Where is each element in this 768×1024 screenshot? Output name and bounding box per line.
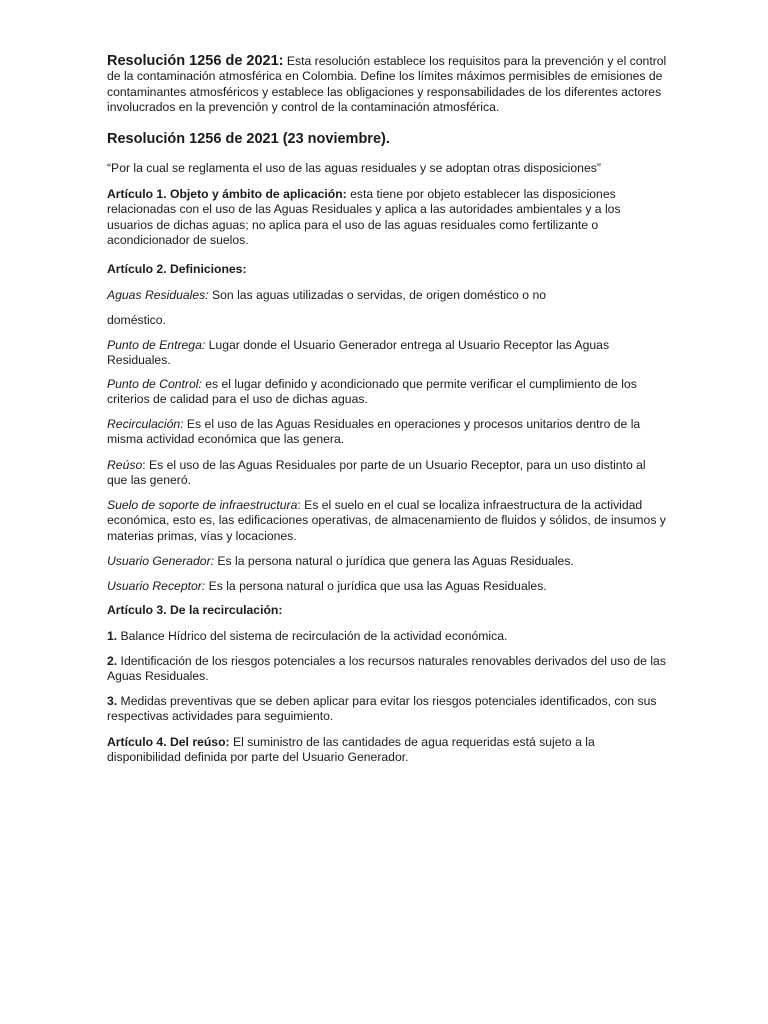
definition-text: Es la persona natural o jurídica que genera las Aguas Residuales. <box>214 554 574 568</box>
intro-paragraph <box>107 54 667 116</box>
definition-recirculacion <box>107 417 667 448</box>
article-4-text: El suministro de las cantidades de agua requeridas está sujeto a la disponibilidad definida por parte del Usuario Generador. <box>107 735 595 765</box>
definition-usuario-receptor <box>107 579 667 594</box>
definition-usuario-generador <box>107 554 667 569</box>
article-4 <box>107 735 667 766</box>
definition-term: Aguas Residuales: <box>107 288 209 302</box>
article-4-label: Artículo 4. Del reúso: <box>107 735 230 749</box>
definition-continuation <box>107 313 667 328</box>
list-item-3 <box>107 694 667 725</box>
list-item-number: 2. <box>107 654 118 668</box>
list-item-text: Identificación de los riesgos potenciales a los recursos naturales renovables derivados del uso de las Aguas Residuales. <box>107 654 666 684</box>
article-1-label: Artículo 1. Objeto y ámbito de aplicación: <box>107 187 347 201</box>
list-item-1 <box>107 629 667 644</box>
definition-text: Es la persona natural o jurídica que usa las Aguas Residuales. <box>205 579 547 593</box>
definition-term: Recirculación: <box>107 417 184 431</box>
definition-text: Es el uso de las Aguas Residuales en operaciones y procesos unitarios dentro de la misma actividad económica que las genera. <box>107 417 641 447</box>
definition-reuso <box>107 458 667 489</box>
list-item-text: Medidas preventivas que se deben aplicar para evitar los riesgos potenciales identificados, con sus respectivas actividades para seguimiento. <box>107 694 657 724</box>
definition-term: Punto de Control: <box>107 377 202 391</box>
definition-suelo-soporte <box>107 498 667 544</box>
definition-punto-control <box>107 377 667 408</box>
definition-text: doméstico. <box>107 313 166 327</box>
definition-term: Punto de Entrega: <box>107 338 206 352</box>
intro-text: Esta resolución establece los requisitos para la prevención y el control de la contaminación atmosférica en Colombia. Define los límites máximos permisibles de emisiones de contaminantes atmosféricos y establece las obligaciones y responsabilidades de los diferentes actores involucrados en la prevención y control de la contaminación atmosférica. <box>107 54 667 115</box>
definition-text: Son las aguas utilizadas o servidas, de origen doméstico o no <box>208 288 547 302</box>
definition-term: Usuario Generador: <box>107 554 215 568</box>
definition-term: Suelo de soporte de infraestructura <box>107 498 298 512</box>
article-1 <box>107 187 667 249</box>
list-item-2 <box>107 654 667 685</box>
article-1-text: esta tiene por objeto establecer las disposiciones relacionadas con el uso de las Aguas Residuales y aplica a las autoridades ambientales y a los usuarios de dichas aguas; no aplica para el uso de las aguas residuales como fertilizante o acondicionador de suelos. <box>107 187 621 248</box>
list-item-number: 3. <box>107 694 118 708</box>
definition-aguas-residuales <box>107 288 667 303</box>
definition-text: es el lugar definido y acondicionado que permite verificar el cumplimiento de los criterios de calidad para el uso de dichas aguas. <box>107 377 637 407</box>
list-item-number: 1. <box>107 629 118 643</box>
resolution-heading: Resolución 1256 de 2021 (23 noviembre). <box>107 131 390 147</box>
definition-term: Reúso <box>107 458 143 472</box>
list-item-text: Balance Hídrico del sistema de recirculación de la actividad económica. <box>117 629 508 643</box>
definition-term: Usuario Receptor: <box>107 579 206 593</box>
article-3-label: Artículo 3. De la recirculación: <box>107 603 283 617</box>
resolution-quote: “Por la cual se reglamenta el uso de las aguas residuales y se adoptan otras disposiciones” <box>107 161 601 175</box>
intro-title: Resolución 1256 de 2021: <box>107 53 284 69</box>
definition-text: : Es el suelo en el cual se localiza infraestructura de la actividad económica, esto es, las edificaciones operativas, de almacenamiento de fluidos y sólidos, de insumos y materias primas, vías y locaciones. <box>107 498 666 543</box>
article-2-label: Artículo 2. Definiciones: <box>107 262 247 276</box>
definition-text: : Es el uso de las Aguas Residuales por parte de un Usuario Receptor, para un uso distinto al que las generó. <box>107 458 646 488</box>
definition-punto-entrega <box>107 338 667 369</box>
definition-text: Lugar donde el Usuario Generador entrega al Usuario Receptor las Aguas Residuales. <box>107 338 610 368</box>
